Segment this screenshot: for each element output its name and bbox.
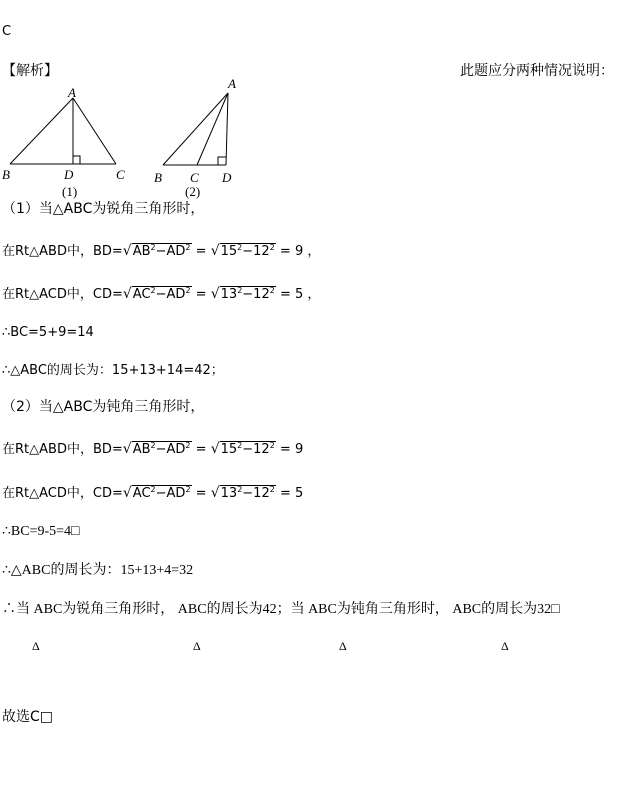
intro-text: 此题应分两种情况说明： xyxy=(460,63,614,79)
line-bd-case2: 在Rt△ABD中，$BD=√AB^2-AD^2 = √15^2-12^2 = 9$ xyxy=(2,441,304,457)
line-perimeter-32: ∴△ABC的周长为：15+13+4=32 xyxy=(2,563,194,578)
analysis-tag: 【解析】 xyxy=(2,63,58,79)
triangle-figure xyxy=(0,75,250,200)
fig1-vertex-d: D xyxy=(64,167,74,182)
line-prefix: 在Rt△ABD中，BD= xyxy=(2,442,123,457)
fig1-vertex-b: B xyxy=(2,167,10,182)
fig1-caption: (1) xyxy=(62,184,78,199)
line-bc-sum: ∴BC=5+9=14 xyxy=(2,325,94,340)
figure-1 xyxy=(10,98,116,164)
fig2-vertex-d: D xyxy=(222,170,232,185)
line-cd-case1: 在Rt△ACD中，$CD=√AC^2-AD^2 = √13^2-12^2 = 5$ ， xyxy=(2,286,321,302)
triangle-mark-4: Δ xyxy=(501,639,509,653)
line-bd-case1: 在Rt△ABD中，$BD=√AB^2-AD^2 = √15^2-12^2 = 9$ ， xyxy=(2,243,321,259)
triangle-mark-1: Δ xyxy=(32,639,40,653)
fig2-caption: (2) xyxy=(185,184,201,199)
answer-letter: C xyxy=(2,24,12,39)
fig1-vertex-a: A xyxy=(68,85,76,100)
case1-heading: （1）当△ABC为锐角三角形时， xyxy=(2,201,205,217)
line-prefix: 在Rt△ABD中，BD= xyxy=(2,244,123,259)
fig1-vertex-c: C xyxy=(116,167,125,182)
triangle-mark-3: Δ xyxy=(339,639,347,653)
conclusion-line: ∴当 ABC为锐角三角形时， ABC的周长为42；当 ABC为钝角三角形时， ABC的周长为32□ xyxy=(2,602,560,617)
figure-2 xyxy=(163,93,228,165)
fig2-vertex-c: C xyxy=(190,170,199,185)
final-answer: 故选C□ xyxy=(2,709,54,725)
triangle-mark-2: Δ xyxy=(193,639,201,653)
fig2-vertex-b: B xyxy=(154,170,162,185)
line-perimeter-42: ∴△ABC的周长为：15+13+14=42； xyxy=(2,363,224,378)
line-prefix: 在Rt△ACD中，CD= xyxy=(2,486,123,501)
case2-heading: （2）当△ABC为钝角三角形时， xyxy=(2,399,205,415)
line-bc-diff: ∴BC=9-5=4□ xyxy=(2,524,80,539)
line-cd-case2: 在Rt△ACD中，$CD=√AC^2-AD^2 = √13^2-12^2 = 5$ xyxy=(2,485,304,501)
line-prefix: 在Rt△ACD中，CD= xyxy=(2,287,123,302)
fig2-vertex-a: A xyxy=(228,76,236,91)
